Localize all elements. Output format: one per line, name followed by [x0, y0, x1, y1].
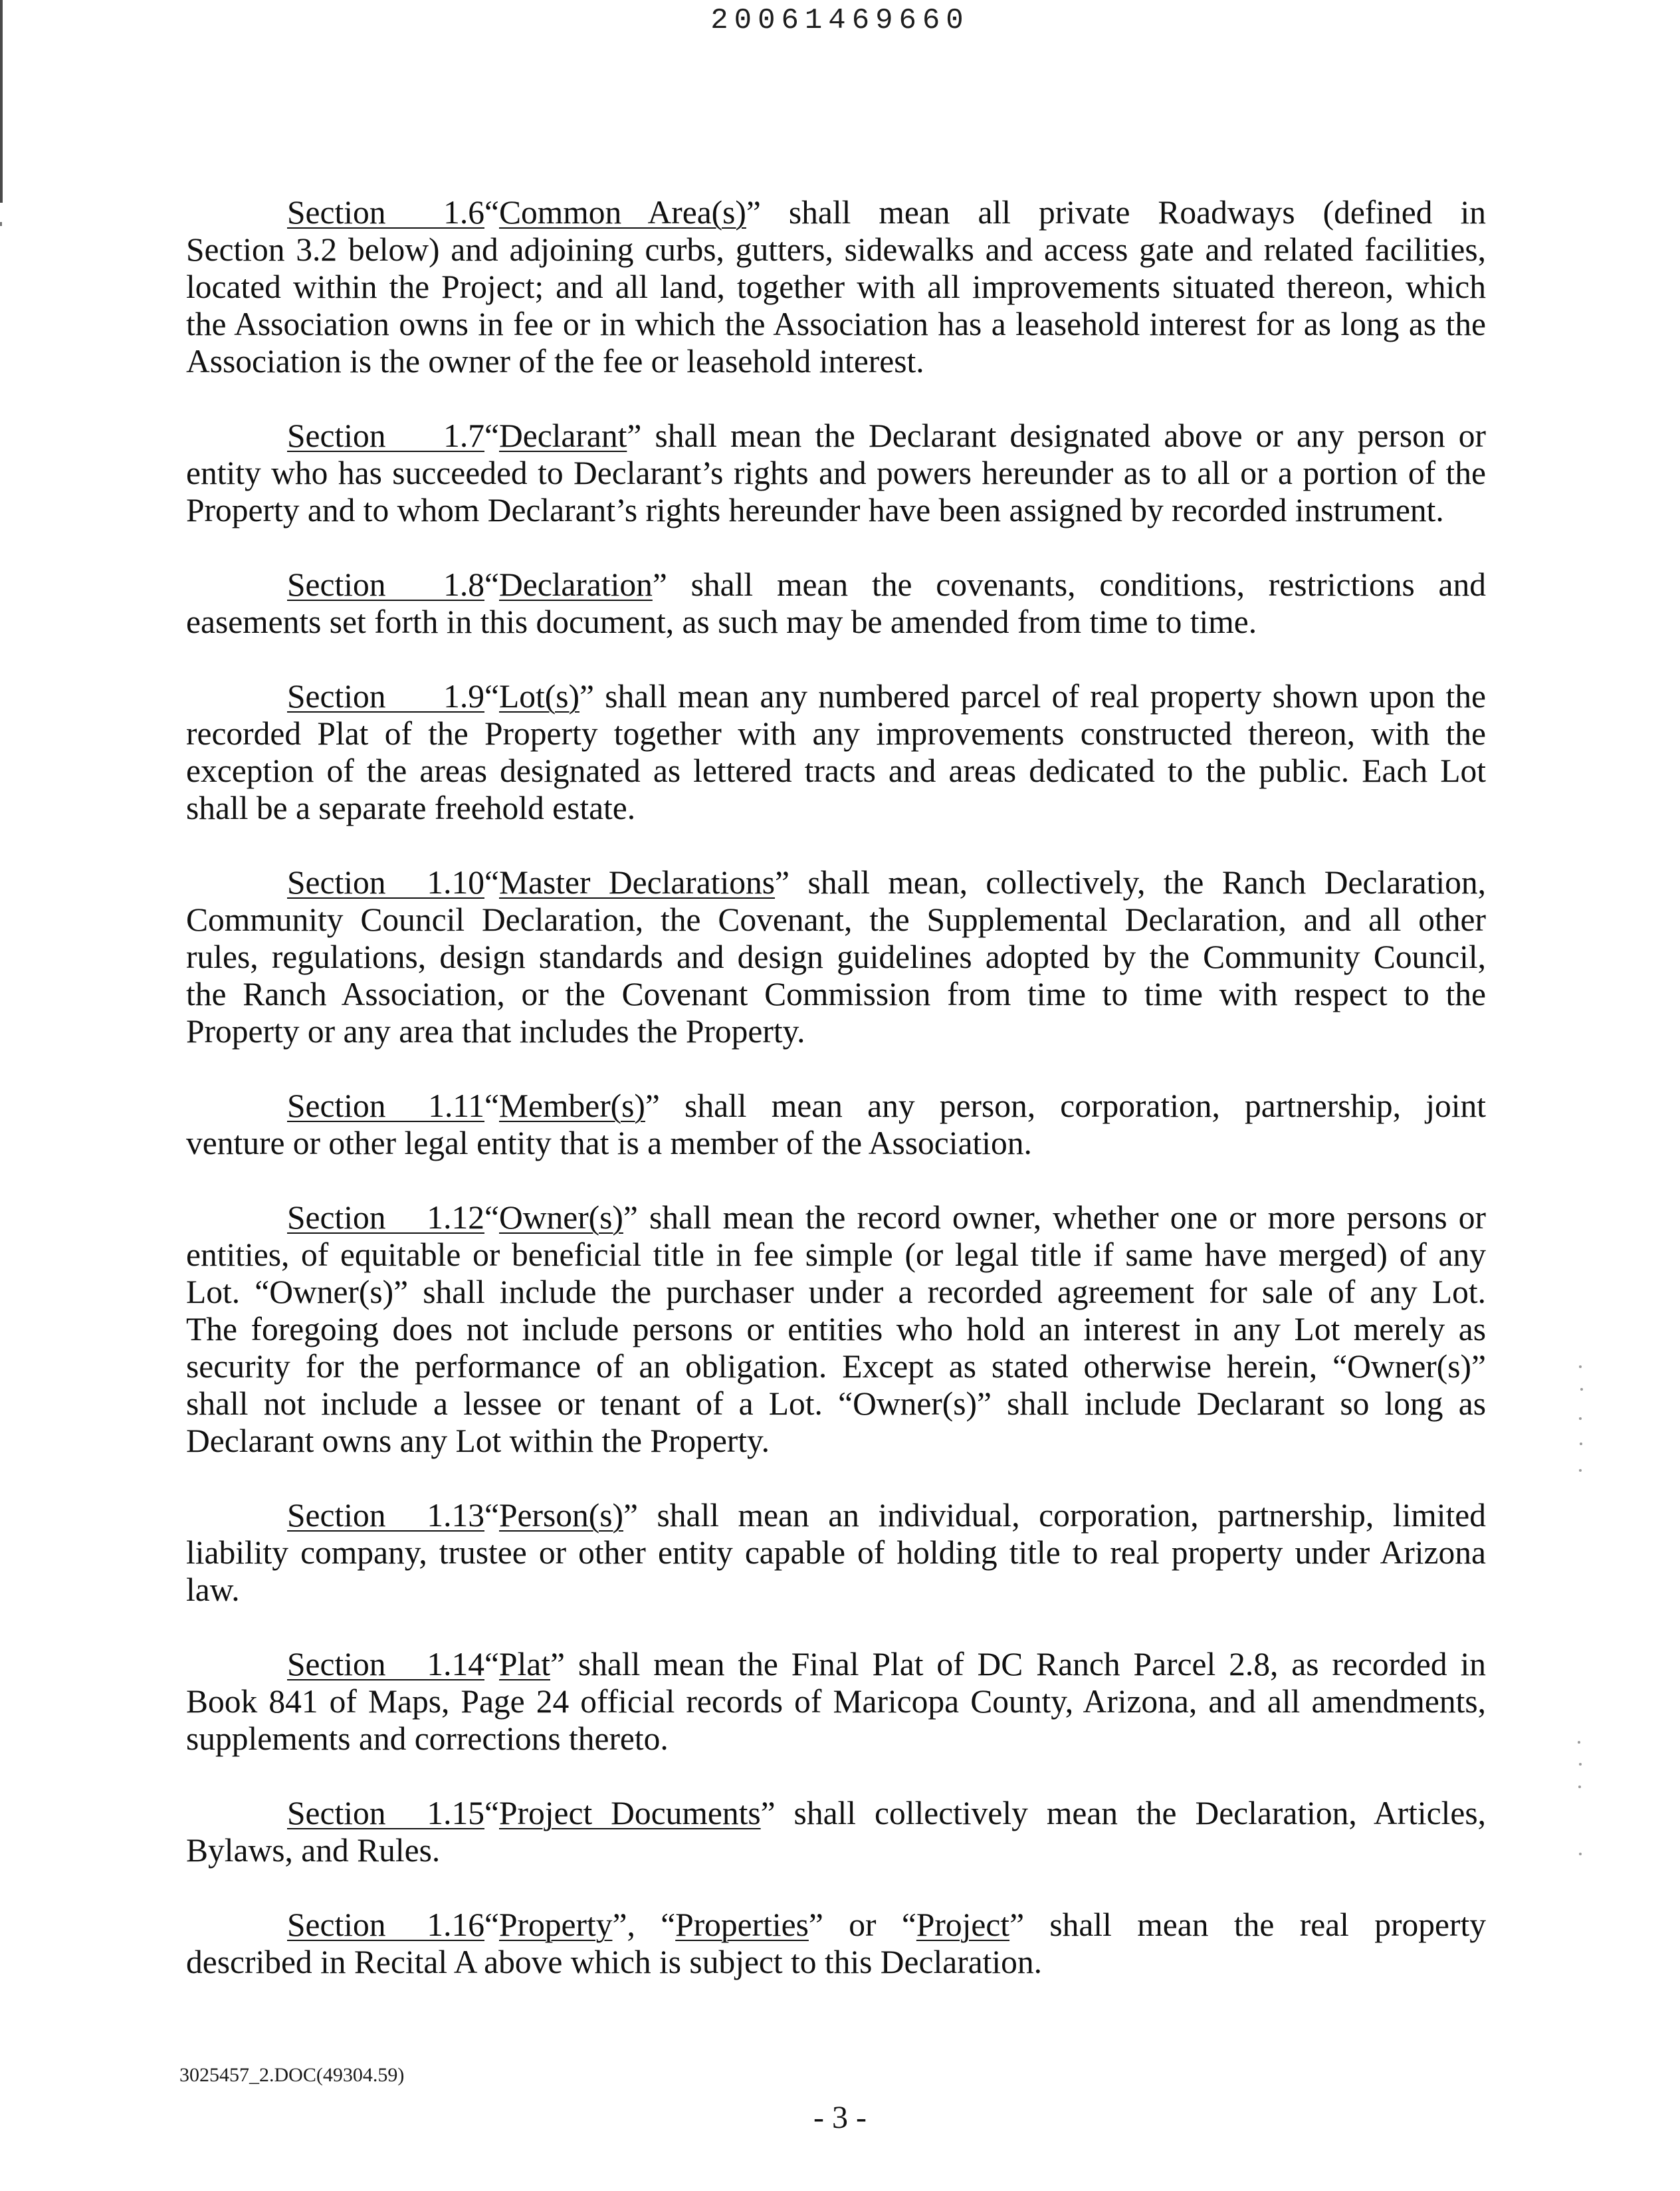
section-label: [287, 1906, 484, 1944]
text-line: The foregoing does not include persons or entities who hold an interest in any Lot merely as: [186, 1311, 1486, 1347]
quote-mark: “: [484, 1795, 499, 1831]
text-line: described in Recital A above which is subject to this Declaration.: [186, 1944, 1043, 1980]
section-label: [287, 417, 484, 455]
section-1-11: [186, 1088, 1486, 1162]
quote-mark: “: [484, 1906, 499, 1943]
quote-mark: “: [484, 194, 499, 231]
scan-speck: [1579, 1853, 1582, 1855]
definitions-body: [186, 194, 1486, 2018]
section-1-9: [186, 678, 1486, 827]
text-line: located within the Project; and all land, together with all improvements situated thereon, which: [186, 269, 1486, 305]
section-1-6: [186, 194, 1486, 380]
text-line: venture or other legal entity that is a member of the Association.: [186, 1125, 1032, 1161]
text-line: entities, of equitable or beneficial title in fee simple (or legal title if same have merged) of any: [186, 1236, 1486, 1273]
definition-text: ” shall mean the record owner, whether one or more persons or: [623, 1199, 1486, 1236]
text-line: Bylaws, and Rules.: [186, 1832, 441, 1869]
section-1-8: [186, 566, 1486, 641]
section-label: [287, 678, 484, 715]
section-1-15: [186, 1795, 1486, 1869]
text-line: entity who has succeeded to Declarant’s rights and powers hereunder as to all or a portion of the: [186, 455, 1486, 491]
quote-mark: “: [484, 1088, 499, 1124]
section-1-14: [186, 1646, 1486, 1758]
quote-mark: “: [484, 566, 499, 603]
section-label: [287, 1199, 484, 1236]
section-1-12: [186, 1199, 1486, 1460]
quote-mark: “: [484, 1497, 499, 1534]
quote-mark: “: [484, 417, 499, 454]
section-number: Section 1.8: [287, 566, 484, 603]
defined-term: Property: [498, 1906, 613, 1943]
text-line: [186, 1646, 1486, 1683]
defined-term: Properties: [675, 1906, 809, 1943]
defined-term: Member(s): [498, 1088, 645, 1124]
definition-text: ” shall mean any person, corporation, partnership, joint: [645, 1088, 1486, 1124]
text-line: Book 841 of Maps, Page 24 official records of Maricopa County, Arizona, and all amendments,: [186, 1683, 1486, 1720]
scan-speck: [1579, 1417, 1582, 1420]
document-number: 20061469660: [710, 4, 970, 37]
text-line: [186, 1199, 1486, 1236]
scan-speck: [1580, 1388, 1583, 1391]
definition-text: ” shall mean, collectively, the Ranch Declaration,: [775, 864, 1486, 901]
text-line: security for the performance of an obligation. Except as stated otherwise herein, “Owner(s)”: [186, 1348, 1486, 1385]
defined-term: Common Area(s): [498, 194, 746, 231]
text-line: law.: [186, 1571, 240, 1608]
text-line: Property or any area that includes the Property.: [186, 1013, 805, 1050]
definition-text: ” shall mean all private Roadways (defined in: [746, 194, 1486, 231]
defined-term: Project: [916, 1906, 1010, 1943]
text-line: [186, 1088, 1486, 1125]
section-1-7: [186, 417, 1486, 529]
scan-edge-mark: [0, 222, 2, 226]
quote-mark: “: [484, 678, 499, 715]
definition-text: ” shall mean the real property: [1009, 1906, 1486, 1943]
quote-mark: “: [484, 1199, 499, 1236]
section-number: Section 1.16: [287, 1906, 484, 1943]
defined-term: Declarant: [498, 417, 627, 454]
text-line: [186, 194, 1486, 231]
section-number: Section 1.13: [287, 1497, 484, 1534]
text-line: Lot. “Owner(s)” shall include the purchaser under a recorded agreement for sale of any Lot.: [186, 1274, 1486, 1310]
defined-term: Lot(s): [498, 678, 579, 715]
text-line: exception of the areas designated as lettered tracts and areas dedicated to the public. Each Lot: [186, 752, 1486, 789]
section-number: Section 1.15: [287, 1795, 484, 1831]
definition-text: ” shall collectively mean the Declaration, Articles,: [760, 1795, 1487, 1831]
quote-mark: “: [484, 1646, 499, 1682]
section-label: [287, 864, 484, 901]
definition-text: ” shall mean the Final Plat of DC Ranch Parcel 2.8, as recorded in: [550, 1646, 1486, 1682]
scan-speck: [1580, 1442, 1582, 1445]
text-line: Community Council Declaration, the Covenant, the Supplemental Declaration, and all other: [186, 901, 1486, 938]
text-line: shall be a separate freehold estate.: [186, 790, 636, 826]
quote-mark: ” or “: [808, 1906, 916, 1943]
section-1-16: [186, 1906, 1486, 1981]
section-label: [287, 566, 484, 604]
quote-mark: ”, “: [612, 1906, 676, 1943]
text-line: [186, 1906, 1486, 1944]
scan-speck: [1578, 1741, 1580, 1744]
section-label: [287, 1646, 484, 1683]
text-line: Section 3.2 below) and adjoining curbs, gutters, sidewalks and access gate and related facilities,: [186, 231, 1486, 268]
text-line: supplements and corrections thereto.: [186, 1720, 669, 1757]
section-number: Section 1.7: [287, 417, 484, 454]
text-line: [186, 417, 1486, 455]
text-line: [186, 1795, 1486, 1832]
file-reference: 3025457_2.DOC(49304.59): [179, 2064, 405, 2086]
text-line: Declarant owns any Lot within the Property.: [186, 1423, 770, 1459]
defined-term: Declaration: [498, 566, 653, 603]
defined-term: Project Documents: [498, 1795, 761, 1831]
text-line: liability company, trustee or other entity capable of holding title to real property under Arizona: [186, 1534, 1486, 1571]
text-line: [186, 864, 1486, 901]
defined-term: Person(s): [498, 1497, 623, 1534]
section-label: [287, 194, 484, 231]
defined-term: Plat: [498, 1646, 550, 1682]
scan-speck: [1579, 1365, 1582, 1368]
page-number: - 3 -: [813, 2100, 867, 2135]
section-label: [287, 1088, 484, 1125]
text-line: [186, 1497, 1486, 1534]
text-line: rules, regulations, design standards and design guidelines adopted by the Community Council,: [186, 939, 1486, 975]
section-label: [287, 1497, 484, 1534]
text-line: the Ranch Association, or the Covenant Commission from time to time with respect to the: [186, 976, 1486, 1012]
section-number: Section 1.14: [287, 1646, 484, 1682]
section-number: Section 1.12: [287, 1199, 484, 1236]
scan-speck: [1578, 1786, 1581, 1788]
text-line: the Association owns in fee or in which the Association has a leasehold interest for as long as the: [186, 306, 1486, 342]
text-line: Property and to whom Declarant’s rights hereunder have been assigned by recorded instrument.: [186, 492, 1444, 528]
definition-text: ” shall mean any numbered parcel of real property shown upon the: [579, 678, 1486, 715]
section-number: Section 1.6: [287, 194, 484, 231]
text-line: Association is the owner of the fee or leasehold interest.: [186, 343, 924, 380]
text-line: easements set forth in this document, as such may be amended from time to time.: [186, 604, 1257, 640]
section-number: Section 1.11: [287, 1088, 484, 1124]
section-1-10: [186, 864, 1486, 1050]
section-number: Section 1.9: [287, 678, 484, 715]
quote-mark: “: [484, 864, 499, 901]
text-line: shall not include a lessee or tenant of a Lot. “Owner(s)” shall include Declarant so long as: [186, 1385, 1486, 1422]
defined-term: Owner(s): [498, 1199, 623, 1236]
text-line: [186, 566, 1486, 604]
defined-term: Master Declarations: [498, 864, 776, 901]
text-line: [186, 678, 1486, 715]
section-1-13: [186, 1497, 1486, 1609]
scan-speck: [1579, 1763, 1582, 1766]
definition-text: ” shall mean the covenants, conditions, restrictions and: [652, 566, 1486, 603]
text-line: recorded Plat of the Property together with any improvements constructed thereon, with the: [186, 715, 1486, 752]
definition-text: ” shall mean the Declarant designated above or any person or: [627, 417, 1486, 454]
section-number: Section 1.10: [287, 864, 484, 901]
definition-text: ” shall mean an individual, corporation, partnership, limited: [623, 1497, 1486, 1534]
section-label: [287, 1795, 484, 1832]
scan-speck: [1579, 1469, 1582, 1472]
